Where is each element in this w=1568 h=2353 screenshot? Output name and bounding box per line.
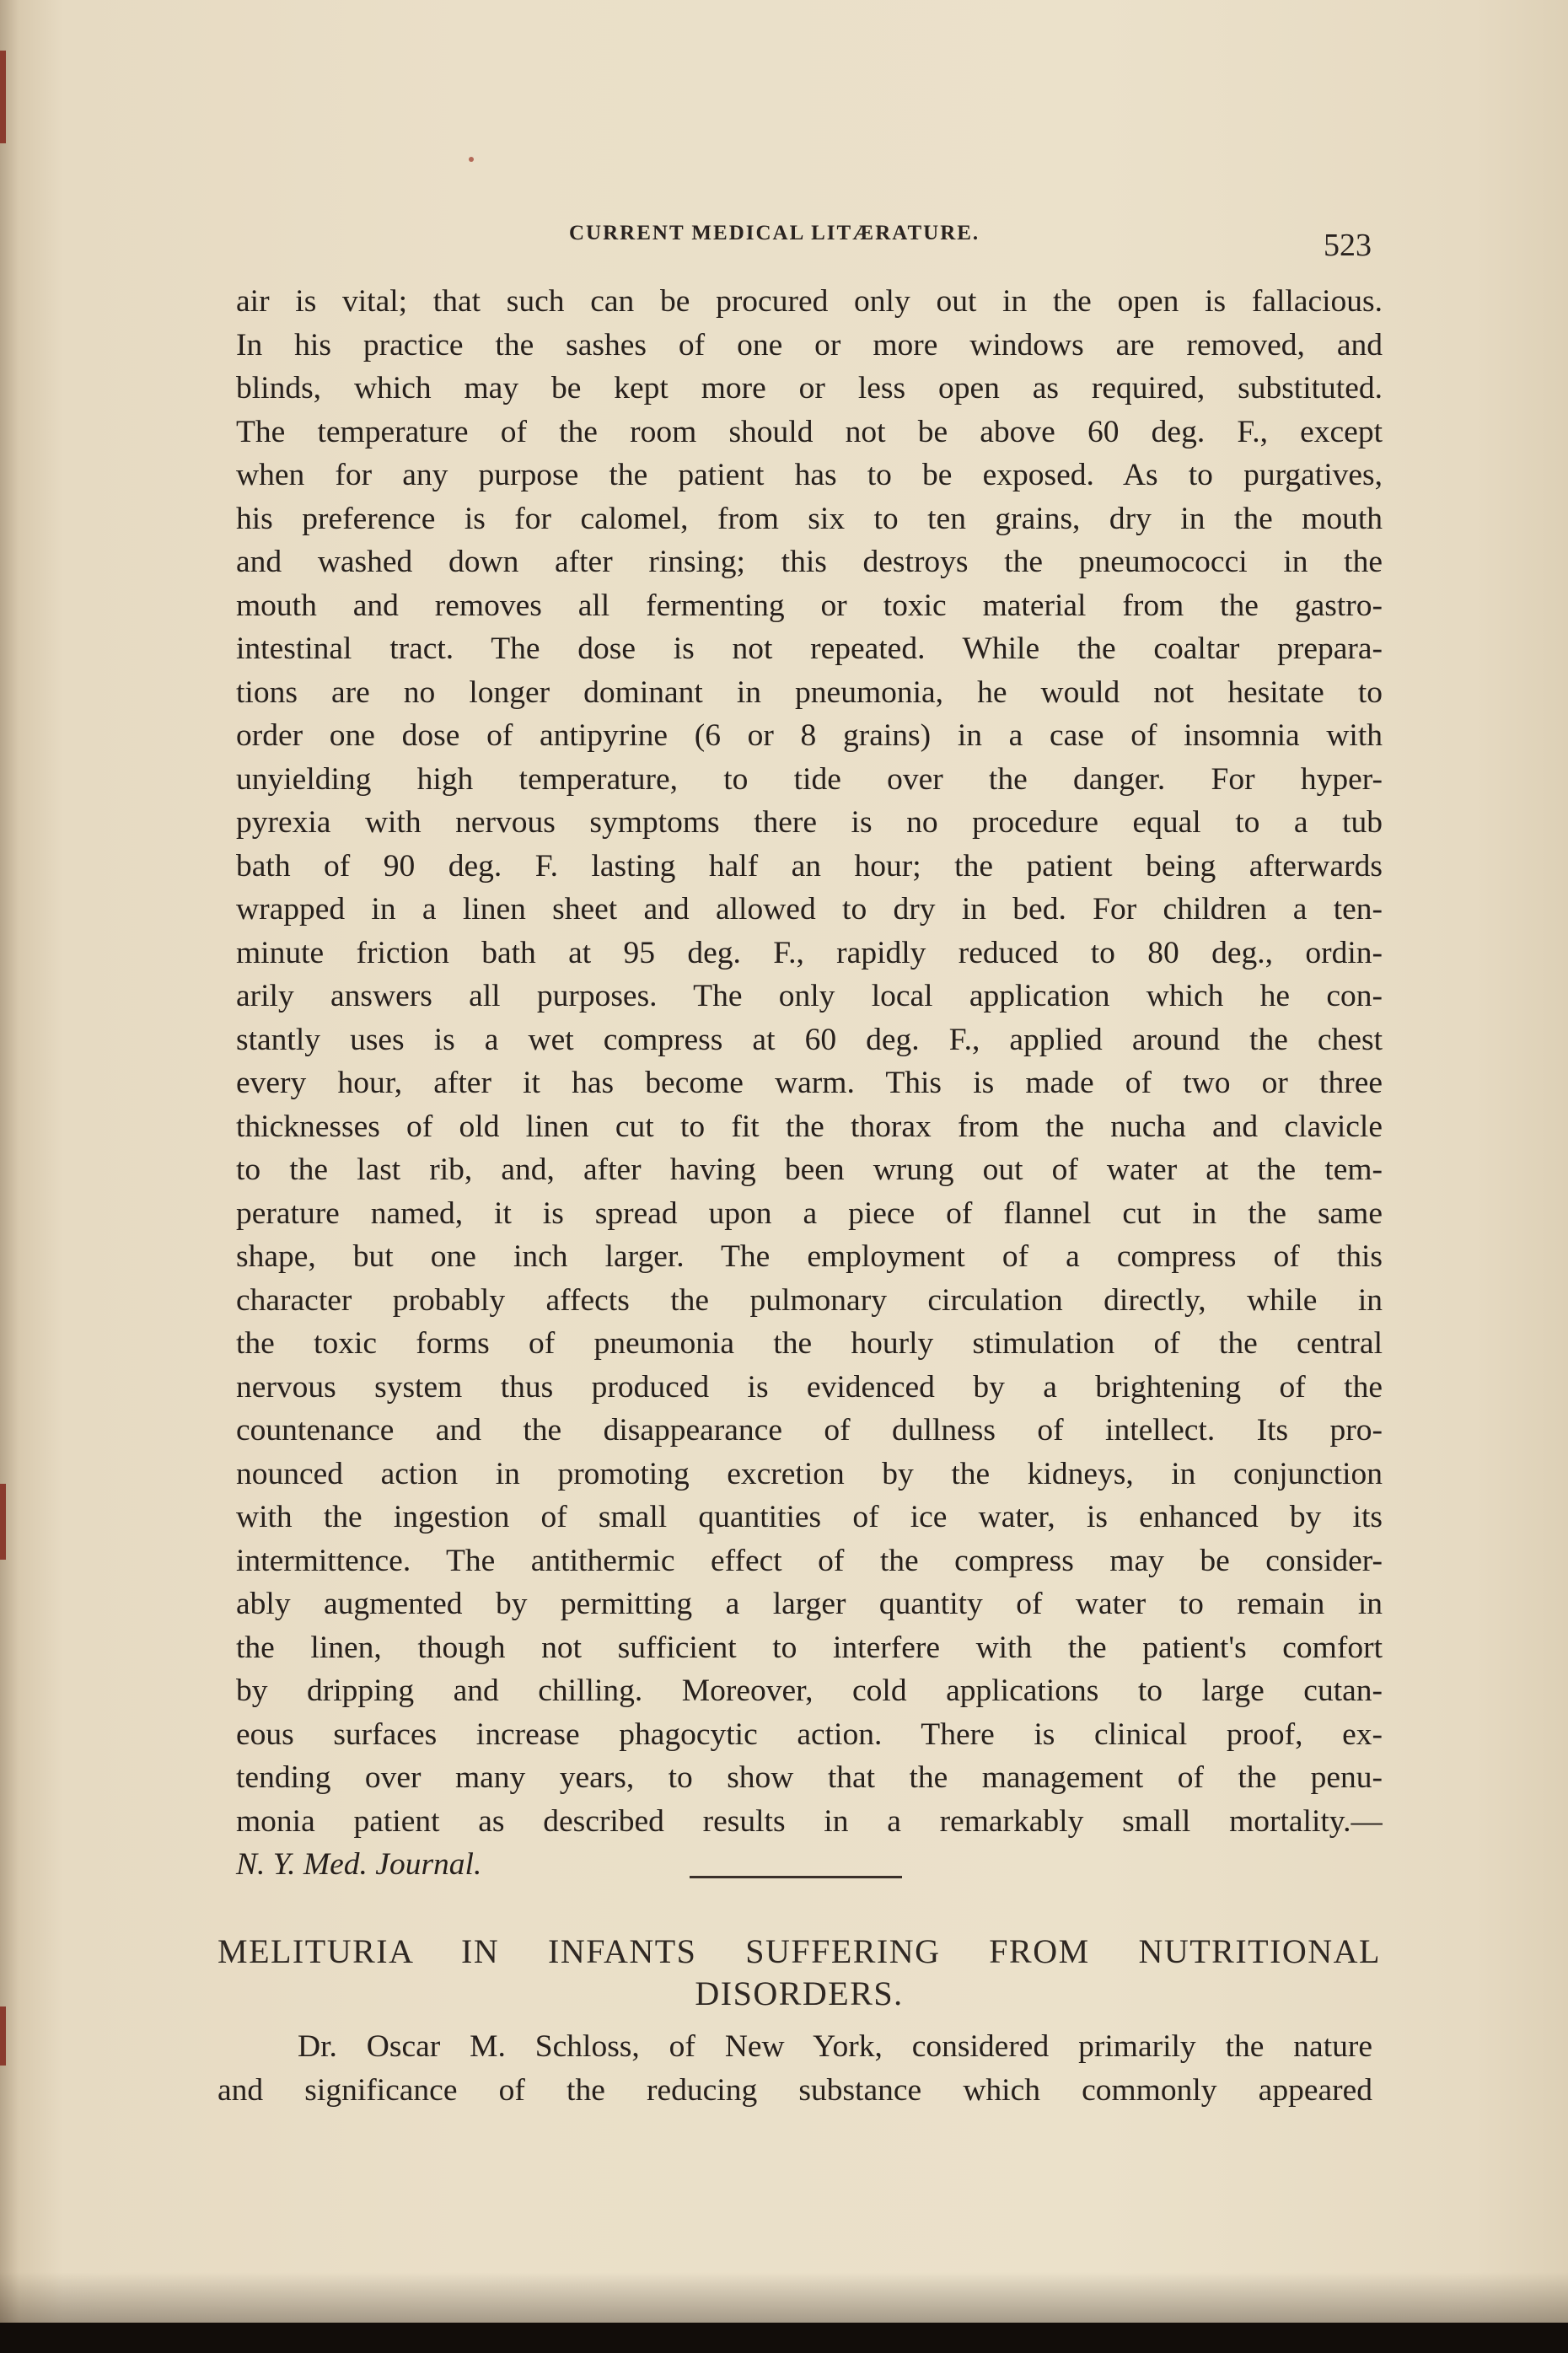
text-line: every hour, after it has become warm. This is made of two or three	[236, 1066, 1383, 1100]
page-edge-mark	[0, 51, 6, 143]
text-line: bath of 90 deg. F. lasting half an hour; the patient being afterwards	[236, 848, 1383, 884]
text-line: when for any purpose the patient has to be exposed. As to purgatives,	[236, 458, 1383, 492]
page-shadow	[0, 2272, 1568, 2323]
text-line: by dripping and chilling. Moreover, cold applications to large cutan-	[236, 1673, 1383, 1708]
text-line: his preference is for calomel, from six to ten grains, dry in the mouth	[236, 501, 1383, 536]
text-line: the toxic forms of pneumonia the hourly stimulation of the central	[236, 1326, 1383, 1361]
text-line: wrapped in a linen sheet and allowed to dry in bed. For children a ten-	[236, 892, 1383, 927]
text-line: countenance and the disappearance of dullness of intellect. Its pro-	[236, 1413, 1383, 1448]
section-title-line: MELITURIA IN INFANTS SUFFERING FROM NUTRITIONAL	[217, 1932, 1381, 1970]
text-line: mouth and removes all fermenting or toxic material from the gastro-	[236, 588, 1383, 623]
text-line: and significance of the reducing substance which commonly appeared	[217, 2072, 1372, 2108]
section-title	[217, 1931, 1381, 2015]
text-line: ably augmented by permitting a larger quantity of water to remain in	[236, 1587, 1383, 1621]
text-line: tions are no longer dominant in pneumonia, he would not hesitate to	[236, 674, 1383, 710]
book-bottom-edge	[0, 2323, 1568, 2353]
text-line: pyrexia with nervous symptoms there is no procedure equal to a tub	[236, 805, 1383, 840]
journal-source: N. Y. Med. Journal.	[236, 1847, 482, 1882]
text-line: In his practice the sashes of one or more windows are removed, and	[236, 327, 1383, 363]
text-line: perature named, it is spread upon a piece of flannel cut in the same	[236, 1195, 1383, 1231]
text-line: eous surfaces increase phagocytic action. There is clinical proof, ex-	[236, 1716, 1383, 1752]
page-edge-mark	[0, 1484, 6, 1560]
article-body	[236, 280, 1383, 1887]
text-line: tending over many years, to show that the management of the penu-	[236, 1760, 1383, 1795]
text-line: Dr. Oscar M. Schloss, of New York, considered primarily the nature	[298, 2029, 1372, 2064]
text-line: minute friction bath at 95 deg. F., rapidly reduced to 80 deg., ordin-	[236, 935, 1383, 970]
text-line: nervous system thus produced is evidenced by a brightening of the	[236, 1369, 1383, 1405]
section-divider	[690, 1876, 902, 1878]
text-line: arily answers all purposes. The only local application which he con-	[236, 979, 1383, 1013]
text-line: character probably affects the pulmonary circulation directly, while in	[236, 1282, 1383, 1318]
text-line: thicknesses of old linen cut to fit the thorax from the nucha and clavicle	[236, 1109, 1383, 1144]
text-line: stantly uses is a wet compress at 60 deg. F., applied around the chest	[236, 1022, 1383, 1057]
text-line: The temperature of the room should not be above 60 deg. F., except	[236, 414, 1383, 449]
text-line: monia patient as described results in a remarkably small mortality.—	[236, 1803, 1383, 1839]
text-line: with the ingestion of small quantities of ice water, is enhanced by its	[236, 1500, 1383, 1534]
text-line: the linen, though not sufficient to interfere with the patient's comfort	[236, 1630, 1383, 1665]
text-line: shape, but one inch larger. The employment of a compress of this	[236, 1239, 1383, 1274]
page-number: 523	[1324, 228, 1372, 263]
text-line: order one dose of antipyrine (6 or 8 grains) in a case of insomnia with	[236, 718, 1383, 753]
text-line: and washed down after rinsing; this destroys the pneumococci in the	[236, 545, 1383, 579]
text-line: intermittence. The antithermic effect of the compress may be consider-	[236, 1543, 1383, 1578]
section-title-line: DISORDERS.	[695, 1974, 904, 2012]
page-header	[0, 215, 1568, 266]
text-line: air is vital; that such can be procured only out in the open is fallacious.	[236, 284, 1383, 319]
ink-spot	[469, 157, 474, 162]
text-line: blinds, which may be kept more or less open as required, substituted.	[236, 371, 1383, 406]
running-head: CURRENT MEDICAL LITÆRATURE.	[569, 222, 980, 244]
page-edge-mark	[0, 2006, 6, 2066]
text-line: unyielding high temperature, to tide over the danger. For hyper-	[236, 761, 1383, 797]
text-line: intestinal tract. The dose is not repeated. While the coaltar prepara-	[236, 631, 1383, 666]
section-body	[217, 2025, 1372, 2112]
text-line: to the last rib, and, after having been wrung out of water at the tem-	[236, 1152, 1383, 1187]
text-line: nounced action in promoting excretion by the kidneys, in conjunction	[236, 1456, 1383, 1491]
